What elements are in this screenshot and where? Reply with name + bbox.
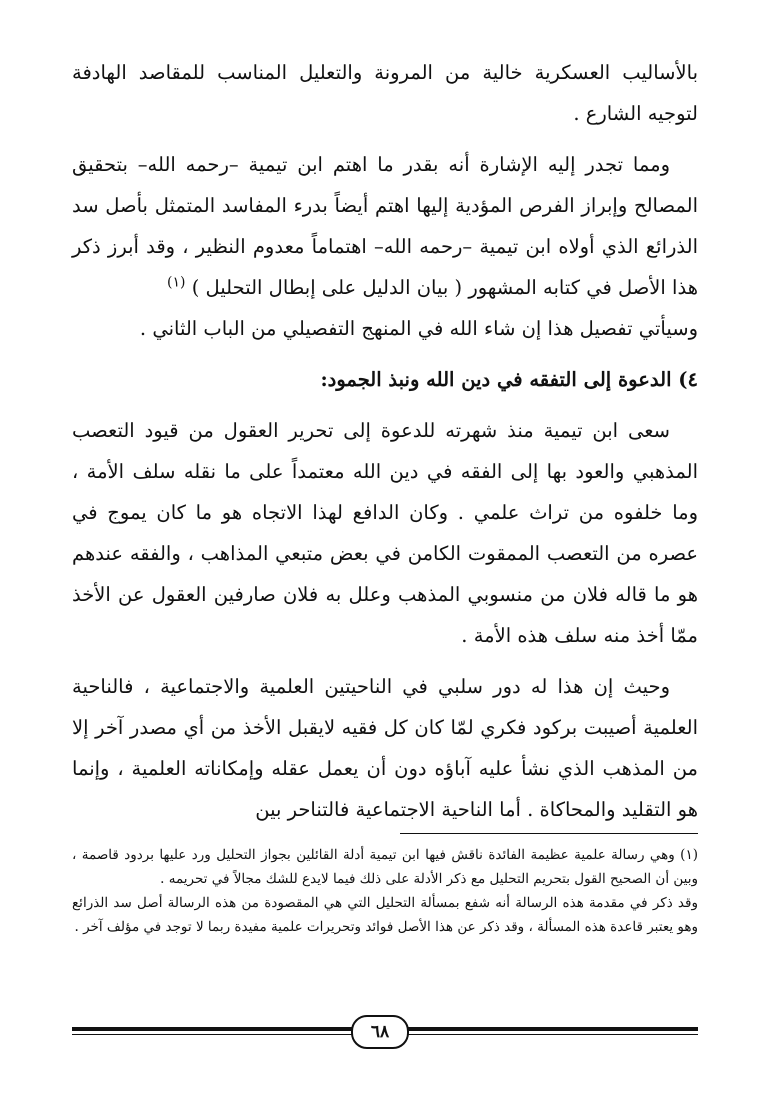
footnote-1: (١) وهي رسالة علمية عظيمة الفائدة ناقش فيها ابن تيمية أدلة القائلين بجواز التحليل ورد عليها بردود قاصمة ، وبين أن الصحيح القول بتحريم التحليل مع ذكر الأدلة على ذلك فيما لايدع للشك مجالاً في تحريمه .: [72, 847, 698, 887]
footnote-1-continued: وقد ذكر في مقدمة هذه الرسالة أنه شفع بمسألة التحليل التي هي المقصودة من هذه الرسالة أصل سد الذرائع وهو يعتبر قاعدة هذه المسألة ، وقد ذكر عن هذا الأصل فوائد وتحريرات علمية مفيدة ربما لا توجد في مؤلف آخر .: [72, 895, 698, 935]
paragraph-3: سعى ابن تيمية منذ شهرته للدعوة إلى تحرير العقول من قيود التعصب المذهبي والعود بها إلى الفقه في دين الله معتمداً على ما نقله سلف الأمة ، وما خلفوه من تراث علمي . وكان الدافع لهذا الاتجاه هو ما كان يموج في عصره من التعصب الممقوت الكامن في بعض متبعي المذاهب ، والفقه عندهم هو ما قاله فلان من منسوبي المذهب وعلل به فلان صارفين العقول عن الأخذ ممّا أخذ منه سلف هذه الأمة .: [72, 419, 698, 647]
paragraph-4: وحيث إن هذا له دور سلبي في الناحيتين العلمية والاجتماعية ، فالناحية العلمية أصيبت بركود فكري لمّا كان كل فقيه لايقبل الأخذ من أي مصدر آخر إلا من المذهب الذي نشأ عليه آباؤه دون أن يعمل عقله وإمكاناته العلمية ، وإنما هو التقليد والمحاكاة . أما الناحية الاجتماعية فالتناحر بين: [72, 675, 698, 821]
page-number: ٦٨: [351, 1015, 409, 1049]
footnote-divider: [400, 833, 698, 834]
paragraph-2-text: ومما تجدر إليه الإشارة أنه بقدر ما اهتم ابن تيمية –رحمه الله– بتحقيق المصالح وإبراز الفرص المؤدية إليها اهتم أيضاً بدرء المفاسد المتمثل بأصل سد الذرائع الذي أولاه ابن تيمية –رحمه الله– اهتماماً معدوم النظير ، وقد أبرز ذكر هذا الأصل في كتابه المشهور ( بيان الدليل على إبطال التحليل ): [72, 153, 698, 299]
paragraph-2: [72, 144, 698, 349]
footnote-ref-1: (١): [167, 274, 186, 291]
footnotes: [72, 843, 698, 939]
main-text: [72, 52, 698, 840]
paragraph-2-tail: وسيأتي تفصيل هذا إن شاء الله في المنهج التفصيلي من الباب الثاني .: [139, 317, 698, 340]
section-heading: ٤) الدعوة إلى التفقه في دين الله ونبذ الجمود:: [320, 368, 698, 391]
paragraph-1: بالأساليب العسكرية خالية من المرونة والتعليل المناسب للمقاصد الهادفة لتوجيه الشارع .: [72, 61, 698, 125]
